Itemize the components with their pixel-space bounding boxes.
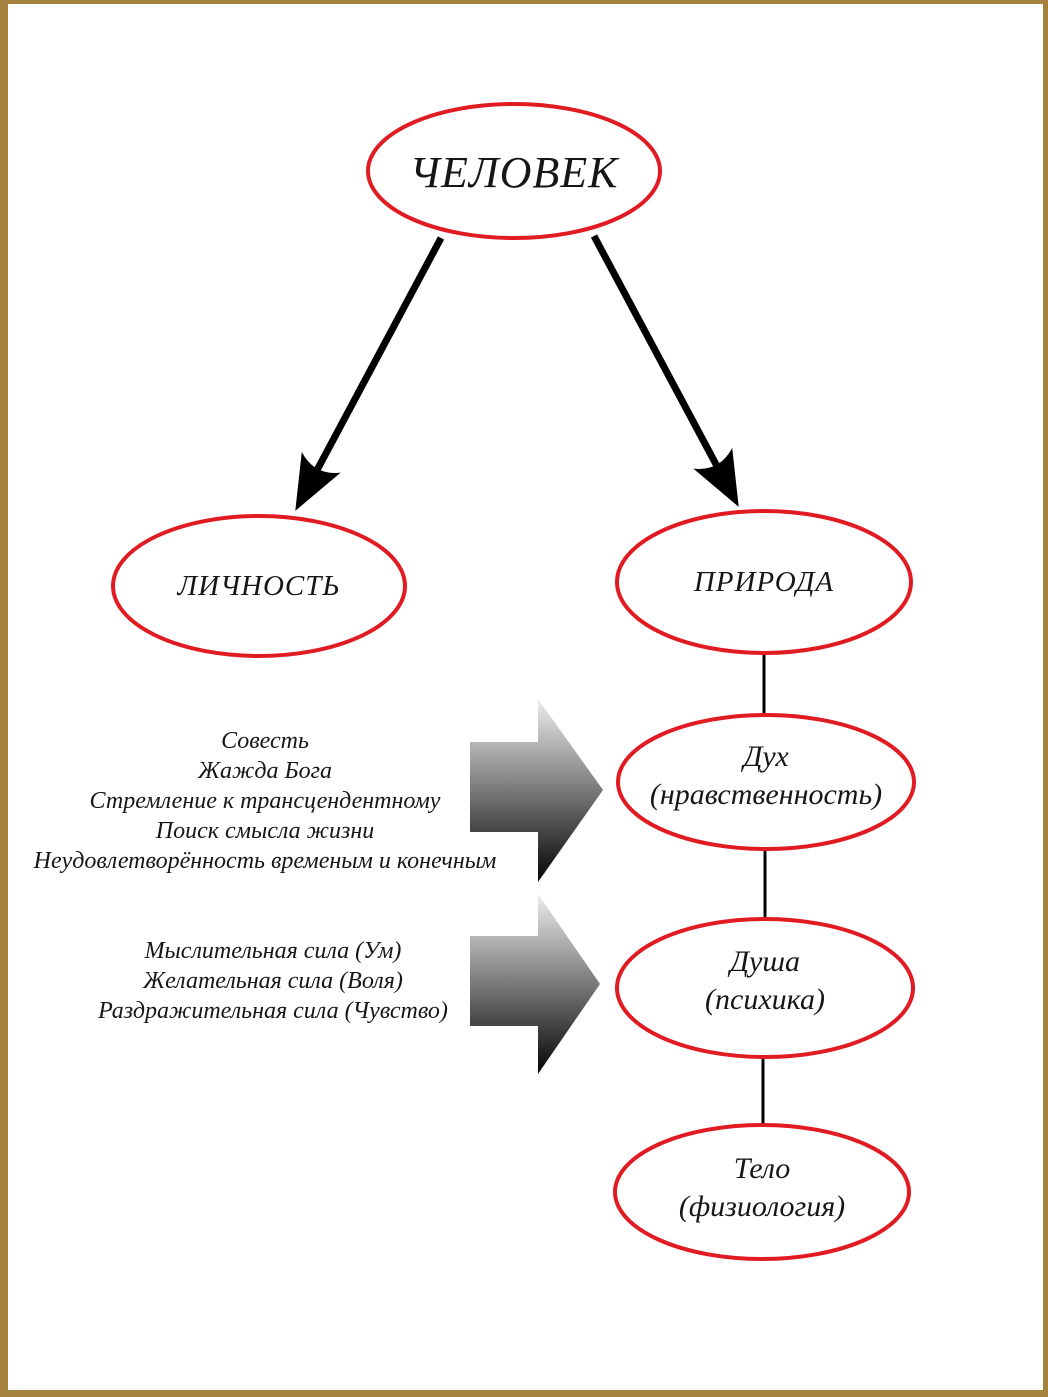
force-line: Желательная сила (Воля): [143, 968, 403, 994]
trait-line: Стремление к трансцендентному: [89, 788, 441, 814]
soul-label: [617, 943, 913, 1019]
gradient-arrow-forces-to-soul-icon: [470, 894, 600, 1074]
nature-label: ПРИРОДА: [693, 566, 835, 598]
soul-forces-list: [73, 936, 473, 1026]
body-subtitle: (физиология): [678, 1190, 846, 1223]
trait-line: Совесть: [221, 728, 309, 754]
spirit-title: Дух: [743, 740, 789, 773]
personality-traits-list: [15, 726, 515, 876]
personality-label: ЛИЧНОСТЬ: [177, 570, 341, 602]
spirit-subtitle: (нравственность): [649, 778, 883, 811]
arrow-root-to-personality: [300, 238, 441, 502]
soul-title: Душа: [729, 945, 801, 978]
trait-line: Поиск смысла жизни: [155, 818, 375, 844]
soul-subtitle: (психика): [705, 983, 825, 1016]
force-line: Мыслительная сила (Ум): [144, 938, 402, 964]
body-label: [615, 1150, 909, 1226]
trait-line: Неудовлетворённость временым и конечным: [33, 848, 497, 874]
force-line: Раздражительная сила (Чувство): [98, 998, 448, 1024]
arrow-root-to-nature: [594, 236, 734, 498]
spirit-label: [618, 738, 914, 814]
root-label: ЧЕЛОВЕК: [409, 148, 619, 197]
trait-line: Жажда Бога: [198, 758, 332, 784]
body-title: Тело: [733, 1152, 791, 1185]
